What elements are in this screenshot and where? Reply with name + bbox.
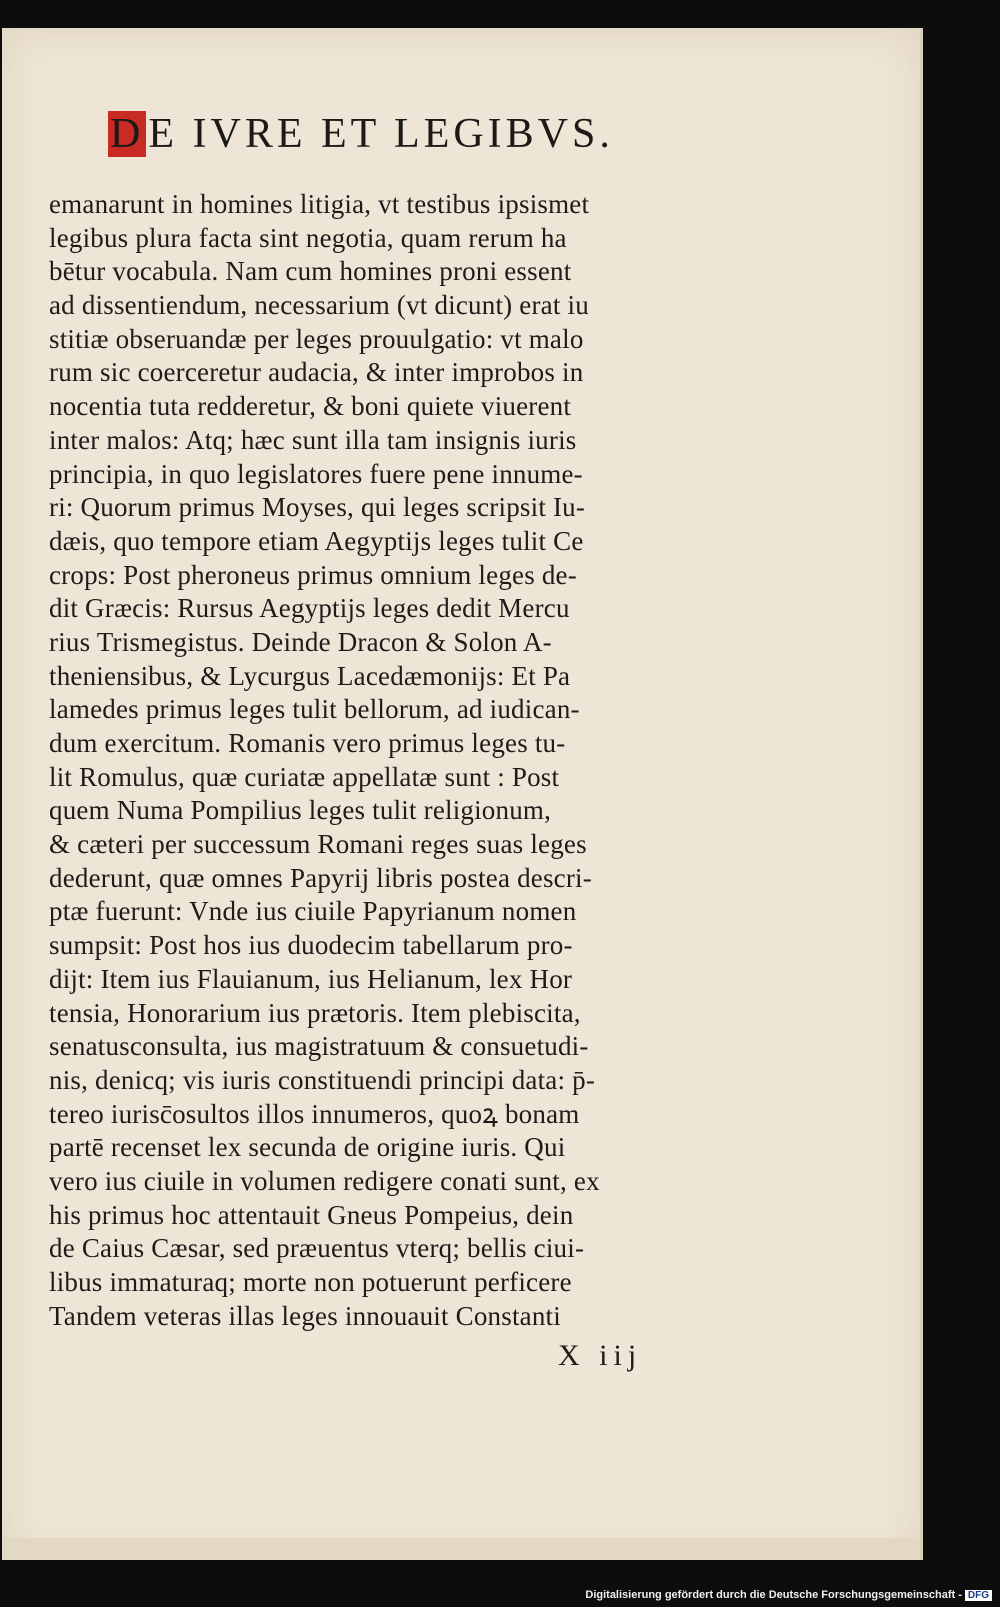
text-line: ad dissentiendum, necessarium (vt dicunt) erat iu	[49, 290, 589, 321]
running-heading	[108, 110, 668, 176]
text-line: senatusconsulta, ius magistratuum & consuetudi-	[49, 1031, 589, 1062]
dfg-logo: DFG	[965, 1590, 992, 1601]
text-line: nocentia tuta redderetur, & boni quiete viuerent	[49, 391, 572, 422]
text-line: tereo iurisc̄osultos illos innumeros, quoꝝ bonam	[49, 1098, 580, 1129]
text-line: dæis, quo tempore etiam Aegyptijs leges tulit Ce	[49, 525, 584, 556]
text-line: libus immaturaq; morte non potuerunt perficere	[49, 1267, 572, 1297]
digitization-credit	[585, 1589, 992, 1601]
text-line: ptæ fuerunt: Vnde ius ciuile Papyrianum nomen	[49, 896, 577, 927]
text-line: rius Trismegistus. Deinde Dracon & Solon A-	[49, 626, 552, 657]
text-line: vero ius ciuile in volumen redigere conati sunt, ex	[49, 1165, 600, 1196]
text-line: tensia, Honorarium ius prætoris. Item plebiscita,	[49, 997, 581, 1028]
credit-text: Digitalisierung gefördert durch die Deutsche Forschungsgemeinschaft -	[585, 1589, 962, 1601]
text-line: Tandem veteras illas leges innouauit Constanti	[49, 1300, 561, 1331]
book-page	[2, 28, 923, 1560]
text-line: lit Romulus, quæ curiatæ appellatæ sunt : Post	[49, 761, 560, 792]
text-line: ri: Quorum primus Moyses, qui leges scripsit Iu-	[49, 492, 586, 523]
text-line: his primus hoc attentauit Gneus Pompeius, dein	[49, 1199, 574, 1230]
text-line: bētur vocabula. Nam cum homines proni essent	[49, 256, 572, 287]
text-line: dum exercitum. Romanis vero primus leges tu-	[49, 728, 566, 758]
text-line: legibus plura facta sint negotia, quam rerum ha	[49, 222, 567, 253]
text-line: sumpsit: Post hos ius duodecim tabellarum pro-	[49, 930, 573, 961]
text-line: dijt: Item ius Flauianum, ius Helianum, lex Hor	[49, 963, 573, 994]
text-line: de Caius Cæsar, sed præuentus vterq; bellis ciui-	[49, 1233, 585, 1264]
text-line: stitiæ obseruandæ per leges prouulgatio: vt malo	[49, 323, 584, 354]
text-line: quem Numa Pompilius leges tulit religionum,	[49, 795, 552, 826]
text-line: rum sic coerceretur audacia, & inter improbos in	[49, 357, 584, 388]
signature-mark: X iij	[558, 1339, 643, 1372]
heading-text: E IVRE ET LEGIBVS.	[148, 111, 614, 157]
heading-initial: D	[110, 111, 145, 157]
text-line: dit Græcis: Rursus Aegyptijs leges dedit Mercu	[49, 593, 570, 624]
text-line: nis, denicq; vis iuris constituendi principi data: p̄-	[49, 1064, 596, 1095]
text-line: lamedes primus leges tulit bellorum, ad iudican-	[49, 694, 580, 725]
text-line: crops: Post pheroneus primus omnium leges de-	[49, 559, 577, 590]
text-line: partē recenset lex secunda de origine iuris. Qui	[49, 1132, 566, 1163]
text-line: theniensibus, & Lycurgus Lacedæmonijs: Et Pa	[49, 660, 571, 691]
text-line: principia, in quo legislatores fuere pene innume-	[49, 458, 583, 489]
text-line: dederunt, quæ omnes Papyrij libris postea descri-	[49, 862, 592, 893]
text-line: inter malos: Atq; hæc sunt illa tam insignis iuris	[49, 424, 577, 455]
body-text	[49, 188, 729, 1333]
text-line: & cæteri per successum Romani reges suas leges	[49, 829, 587, 860]
text-line: emanarunt in homines litigia, vt testibus ipsismet	[49, 189, 590, 219]
